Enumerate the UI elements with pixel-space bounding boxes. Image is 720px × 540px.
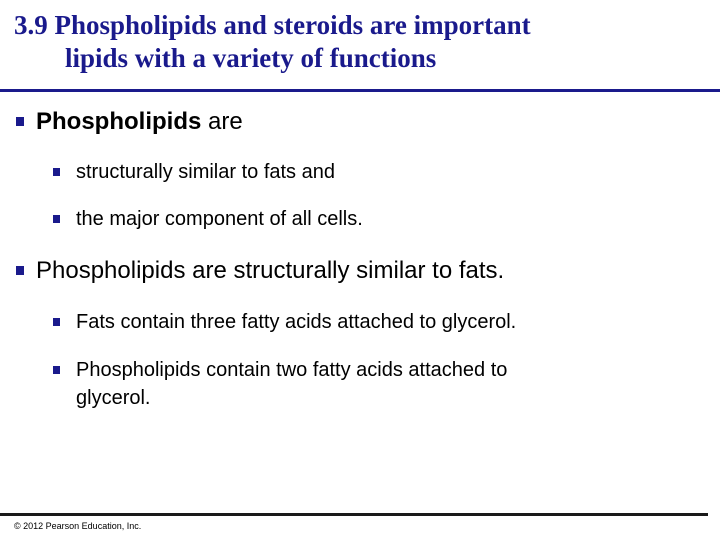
bullet-phospholipids-are: [36, 108, 243, 136]
bullet-structurally-similar-to-fats: Phospholipids are structurally similar to fats.: [36, 257, 505, 284]
sub-bullet-fats-three-fatty-acids: Fats contain three fatty acids attached to glycerol.: [76, 311, 517, 333]
sub-bullet-major-component: the major component of all cells.: [76, 208, 363, 230]
title-divider: [0, 89, 720, 92]
bullet-marker-icon: [16, 266, 24, 275]
sub-bullet-phospholipids-two-fatty-acids: Phospholipids contain two fatty acids attached to: [76, 359, 508, 381]
copyright-notice: © 2012 Pearson Education, Inc.: [14, 521, 142, 531]
slide-title-line-1: 3.9 Phospholipids and steroids are important: [14, 10, 531, 40]
sub-bullet-structurally-similar: structurally similar to fats and: [76, 161, 335, 183]
sub-bullet-marker-icon: [53, 366, 60, 374]
sub-bullet-marker-icon: [53, 168, 60, 176]
sub-bullet-marker-icon: [53, 318, 60, 326]
slide-title-line-2: lipids with a variety of functions: [65, 43, 437, 73]
sub-bullet-marker-icon: [53, 215, 60, 223]
sub-bullet-glycerol-continuation: glycerol.: [76, 387, 151, 409]
bullet-term: Phospholipids: [36, 108, 202, 135]
bullet-marker-icon: [16, 117, 24, 126]
slide-title: [14, 9, 714, 75]
footer-divider: [0, 513, 708, 516]
bullet-text: are: [201, 108, 243, 135]
